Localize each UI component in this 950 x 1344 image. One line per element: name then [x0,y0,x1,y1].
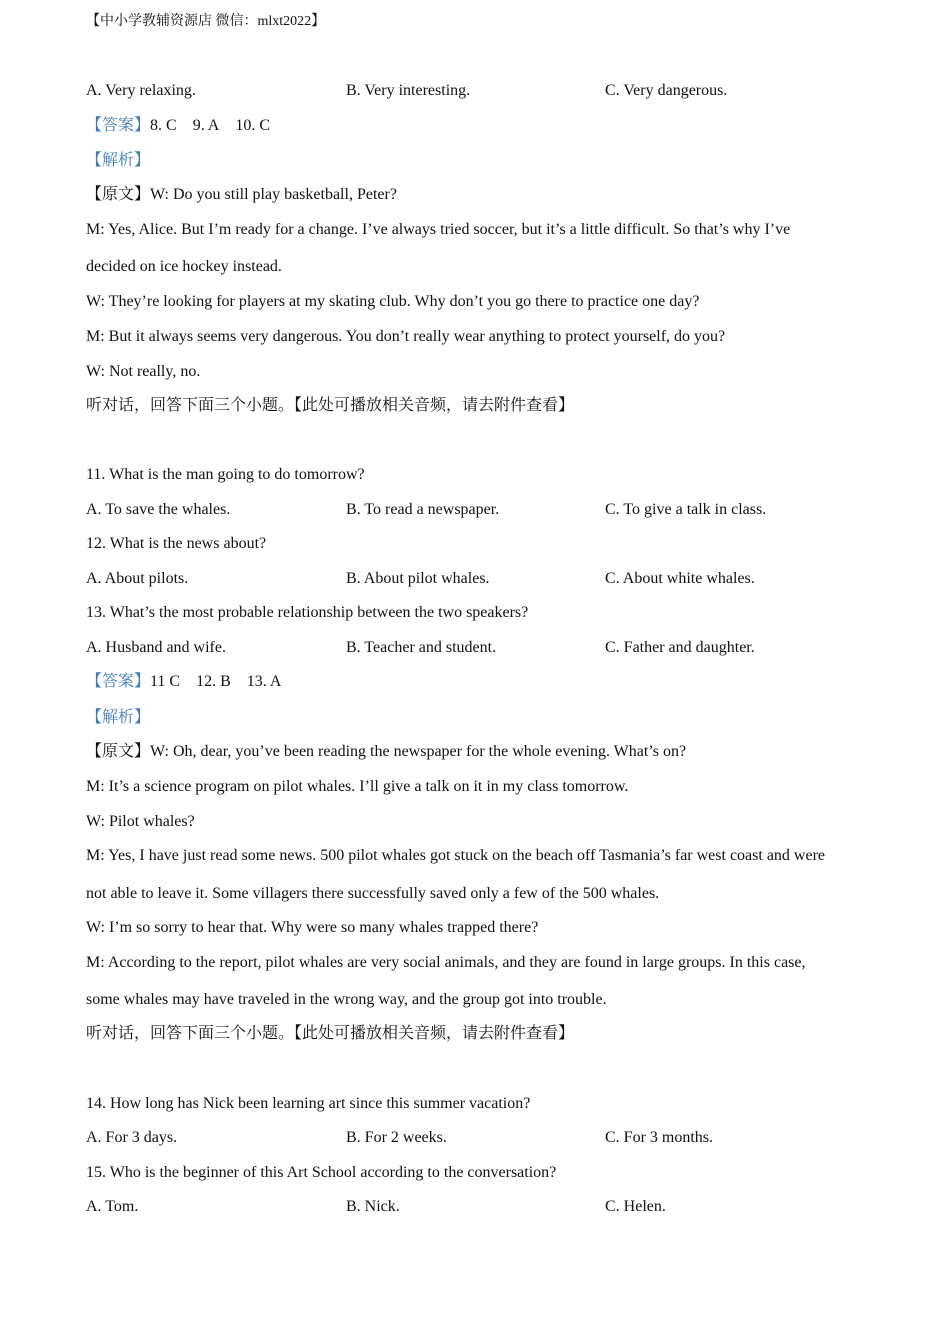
question-11: 11. What is the man going to do tomorrow? [86,466,365,483]
answer-line [86,116,270,136]
answer-12: 12. B [196,673,231,690]
answer-label: 【答案】 [86,117,151,134]
transcript-text: W: Do you still play basketball, Peter? [150,186,397,203]
answer-11: 11 C [150,673,181,690]
option-c: C. Helen. [605,1198,666,1215]
answer-10: 10. C [235,117,271,134]
option-c: C. Father and daughter. [605,639,755,656]
analysis-label: 【解析】 [86,709,151,726]
transcript-line: W: I’m so sorry to hear that. Why were so many whales trapped there? [86,919,539,936]
transcript-line: W: They’re looking for players at my skating club. Why don’t you go there to practice one day? [86,293,700,310]
answer-13: 13. A [246,673,282,690]
option-c: C. To give a talk in class. [605,501,767,518]
question-14: 14. How long has Nick been learning art since this summer vacation? [86,1095,531,1112]
transcript-line: M: It’s a science program on pilot whales. I’ll give a talk on it in my class tomorrow. [86,778,629,795]
question-15: 15. Who is the beginner of this Art School according to the conversation? [86,1164,557,1181]
question-12: 12. What is the news about? [86,535,267,552]
transcript-line: decided on ice hockey instead. [86,258,282,275]
listening-instruction: 听对话，回答下面三个小题。【此处可播放相关音频，请去附件查看】 [86,397,575,414]
option-c: C. Very dangerous. [605,82,728,99]
analysis-label: 【解析】 [86,152,151,169]
option-a: A. For 3 days. [86,1129,178,1146]
question-13: 13. What’s the most probable relationship between the two speakers? [86,604,529,621]
transcript-line: not able to leave it. Some villagers there successfully saved only a few of the 500 whales. [86,885,660,902]
listening-instruction: 听对话，回答下面三个小题。【此处可播放相关音频，请去附件查看】 [86,1025,575,1042]
option-a: A. Tom. [86,1198,139,1215]
option-b: B. Very interesting. [346,82,471,99]
transcript-label: 【原文】 [86,743,151,760]
page-header: 【中小学教辅资源店 微信：mlxt2022】 [86,14,326,29]
option-b: B. To read a newspaper. [346,501,500,518]
option-a: A. Very relaxing. [86,82,196,99]
transcript-line: M: But it always seems very dangerous. You don’t really wear anything to protect yourself, do you? [86,328,726,345]
option-a: A. To save the whales. [86,501,231,518]
transcript-line: M: According to the report, pilot whales are very social animals, and they are found in large groups. In this case, [86,954,806,971]
option-b: B. Teacher and student. [346,639,497,656]
answer-line [86,672,281,692]
answer-label: 【答案】 [86,673,151,690]
transcript-line: M: Yes, I have just read some news. 500 pilot whales got stuck on the beach off Tasmania’s far west coast and were [86,847,826,864]
transcript-line [86,742,686,762]
transcript-text: W: Oh, dear, you’ve been reading the newspaper for the whole evening. What’s on? [150,743,687,760]
option-a: A. About pilots. [86,570,189,587]
transcript-line [86,185,397,205]
answer-9: 9. A [192,117,220,134]
option-a: A. Husband and wife. [86,639,226,656]
option-b: B. Nick. [346,1198,400,1215]
option-c: C. For 3 months. [605,1129,714,1146]
answer-8: 8. C [150,117,177,134]
transcript-line: W: Pilot whales? [86,813,195,830]
transcript-line: W: Not really, no. [86,363,201,380]
transcript-label: 【原文】 [86,186,151,203]
option-c: C. About white whales. [605,570,755,587]
transcript-line: M: Yes, Alice. But I’m ready for a change. I’ve always tried soccer, but it’s a little difficult. So that’s why I’ve [86,221,791,238]
option-b: B. About pilot whales. [346,570,490,587]
option-b: B. For 2 weeks. [346,1129,447,1146]
transcript-line: some whales may have traveled in the wrong way, and the group got into trouble. [86,991,607,1008]
